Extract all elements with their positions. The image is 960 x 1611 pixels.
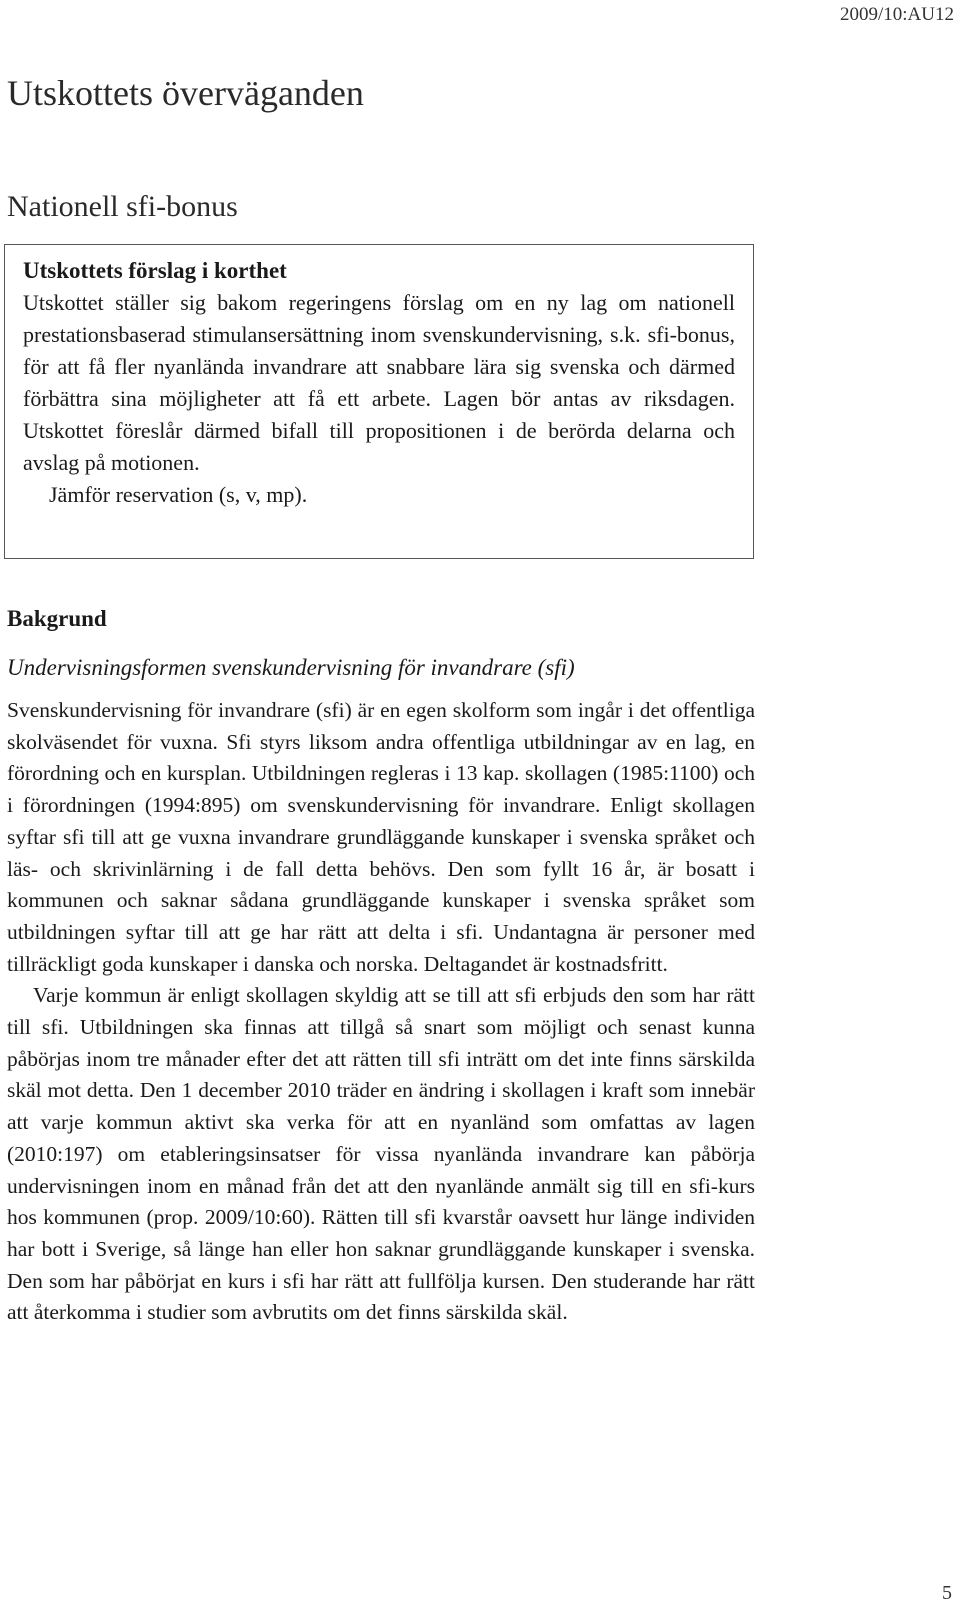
- section-title: Nationell sfi-bonus: [7, 190, 238, 223]
- background-heading: Bakgrund: [7, 606, 107, 631]
- background-subheading: Undervisningsformen svenskundervisning för invandrare (sfi): [7, 655, 575, 680]
- summary-box: [4, 244, 754, 559]
- document-reference: 2009/10:AU12: [840, 4, 954, 25]
- reservation-reference: Jämför reservation (s, v, mp).: [49, 482, 308, 507]
- paragraph-1: Svenskundervisning för invandrare (sfi) är en egen skolform som ingår i det offentliga skolväsendet för vuxna. Sfi styrs liksom andra offentliga utbildningar av en lag, en förordning och en kursplan. Utbildningen regleras i 13 kap. skollagen (1985:1100) och i förordningen (1994:895) om svenskundervisning för invandrare. Enligt skollagen syftar sfi till att ge vuxna invandrare grundläggande kunskaper i svenska språket och läs- och skrivinlärning i de fall detta behövs. Den som fyllt 16 år, är bosatt i kommunen och saknar sådana grundläggande kunskaper i svenska språket som utbildningen syftar till att ge har rätt att delta i sfi. Undantagna är personer med tillräckligt goda kunskaper i danska och norska. Deltagandet är kostnadsfritt.: [7, 698, 755, 976]
- background-body: [7, 695, 755, 1329]
- paragraph-2: Varje kommun är enligt skollagen skyldig att se till att sfi erbjuds den som har rätt till sfi. Utbildningen ska finnas att tillgå så snart som möjligt och senast kunna påbörjas inom tre månader efter det att rätten till sfi inträtt om det inte finns särskilda skäl mot detta. Den 1 december 2010 träder en ändring i skollagen i kraft som innebär att varje kommun aktivt ska verka för att en nyanländ som omfattas av lagen (2010:197) om etableringsinsatser för vissa nyanlända invandrare kan påbörja undervisningen inom en månad från det att den nyanlände anmält sig till en sfi-kurs hos kommunen (prop. 2009/10:60). Rätten till sfi kvarstår oavsett hur länge individen har bott i Sverige, så länge han eller hon saknar grundläggande kunskaper i svenska. Den som har påbörjat en kurs i sfi har rätt att fullfölja kursen. Den studerande har rätt att återkomma i studier som avbrutits om det finns särskilda skäl.: [7, 983, 755, 1325]
- summary-text: Utskottet ställer sig bakom regeringens förslag om en ny lag om nationell prestationsbaserad stimulansersättning inom svenskundervisning, s.k. sfi-bonus, för att få fler nyanlända invandrare att snabbare lära sig svenska och därmed förbättra sina möjligheter att få ett arbete. Lagen bör antas av riksdagen. Utskottet föreslår därmed bifall till propositionen i de berörda delarna och avslag på motionen.: [23, 290, 735, 475]
- page-title: Utskottets överväganden: [7, 73, 364, 113]
- summary-heading: Utskottets förslag i korthet: [23, 258, 287, 283]
- page-number: 5: [942, 1582, 952, 1604]
